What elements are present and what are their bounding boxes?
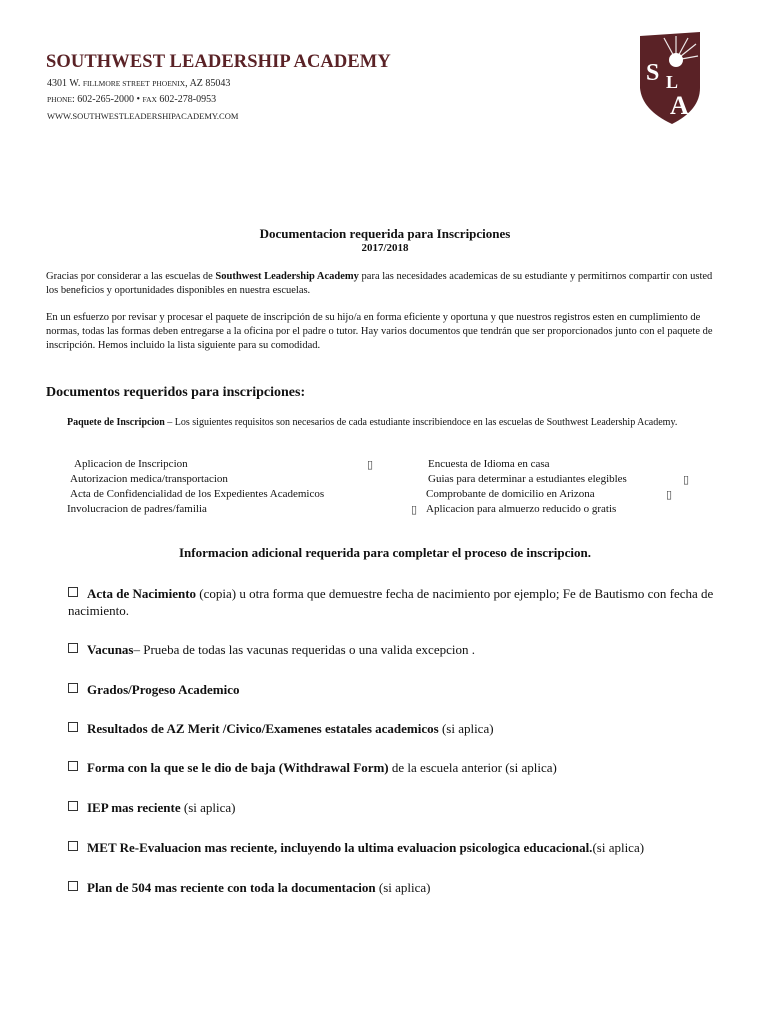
checkbox[interactable] <box>68 683 78 693</box>
address-street: FILLMORE STREET <box>82 79 150 88</box>
checklist-item-note: (si aplica) <box>180 800 236 815</box>
school-name: SOUTHWEST LEADERSHIP ACADEMY <box>46 52 391 72</box>
address-state-zip: , AZ 85043 <box>185 78 231 89</box>
address-number: 4301 W. <box>47 78 81 89</box>
document-title: Documentacion requerida para Inscripciones <box>259 226 511 241</box>
requirement-item: Encuesta de Idioma en casa <box>428 458 550 470</box>
address-line <box>47 78 230 89</box>
checklist-item-title: Plan de 504 mas reciente con toda la documentacion <box>87 880 376 895</box>
checklist-item-note: (si aplica) <box>375 880 431 895</box>
requirement-item: Aplicacion de Inscripcion <box>74 458 188 470</box>
checkbox[interactable] <box>68 643 78 653</box>
phone-number: : 602-265-2000 • <box>72 94 140 105</box>
checklist-item <box>68 839 728 856</box>
checklist-item <box>68 585 728 619</box>
checklist-item-title: Acta de Nacimiento <box>87 586 197 601</box>
checklist-item-note: – Prueba de todas las vacunas requeridas o una valida excepcion . <box>133 642 475 657</box>
intro-text: para las necesidades academicas de su estudiante y permitirnos compartir con usted los beneficios y oportunidades disponibles en nuestra escuelas. <box>46 271 713 296</box>
additional-info-heading: Informacion adicional requerida para completar el proceso de inscripcion. <box>178 545 591 560</box>
requirement-item: Aplicacion para almuerzo reducido o gratis <box>426 503 617 515</box>
checklist-item-title: IEP mas reciente <box>87 800 181 815</box>
checklist-item-title: Grados/Progeso Academico <box>87 682 240 697</box>
logo-letter-s: S <box>646 60 660 86</box>
paquete-description <box>67 416 727 430</box>
checklist-item-note: (si aplica) <box>592 840 645 855</box>
requirement-item: Comprobante de domicilio en Arizona <box>426 488 595 500</box>
checklist-item <box>68 641 728 658</box>
intro-paragraph-1 <box>46 270 726 298</box>
checkbox[interactable] <box>68 881 78 891</box>
checklist-item <box>68 720 728 737</box>
checklist-item-title: Forma con la que se le dio de baja (Withdrawal Form) <box>87 760 389 775</box>
checkbox[interactable] <box>68 587 78 597</box>
fax-label: FAX <box>142 95 157 104</box>
checklist-item <box>68 681 728 698</box>
logo-letter-a: A <box>670 91 689 120</box>
document-year: 2017/2018 <box>361 242 409 254</box>
requirement-item: Involucracion de padres/familia <box>67 503 207 515</box>
intro-paragraph-2: En un esfuerzo por revisar y procesar el paquete de inscripción de su hijo/a en forma eficiente y oportuna y que nuestros registros esten en cumplimiento de normas, todas las formas deben entregarse a la oficina por el padre o tutor. Hay varios documentos que tendrán que ser proporcionados junto con el paquete de inscripción. Hemos incluido la lista siguiente para su comodidad. <box>46 312 713 351</box>
phone-label: PHONE <box>47 95 73 104</box>
requirement-item: Autorizacion medica/transportacion <box>70 473 228 485</box>
fax-number: 602-278-0953 <box>159 94 217 105</box>
checklist-item <box>68 759 728 776</box>
checklist-item-title: MET Re-Evaluacion mas reciente, incluyendo la ultima evaluacion psicologica educacional. <box>87 840 593 855</box>
checkbox[interactable] <box>68 801 78 811</box>
school-logo <box>636 30 704 126</box>
checklist-item <box>68 799 728 816</box>
intro-school-name: Southwest Leadership Academy <box>215 271 359 282</box>
checklist-item <box>68 879 728 896</box>
logo-letter-l: L <box>666 72 679 92</box>
website-link[interactable]: WWW.SOUTHWESTLEADERSHIPACADEMY.COM <box>47 111 239 121</box>
checklist-item-note: (copia) u otra forma que demuestre fecha de nacimiento por ejemplo; Fe de Bautismo con fecha de nacimiento. <box>68 586 714 618</box>
checkbox[interactable] <box>68 841 78 851</box>
requirement-item: Acta de Confidencialidad de los Expedientes Academicos <box>70 488 325 500</box>
intro-text: Gracias por considerar a las escuelas de <box>46 271 216 282</box>
checklist-item-title: Resultados de AZ Merit /Civico/Examenes estatales academicos <box>87 721 439 736</box>
checklist-item-note: de la escuela anterior (si aplica) <box>388 760 557 775</box>
paquete-label: Paquete de Inscripcion <box>67 417 165 428</box>
checkbox[interactable] <box>68 722 78 732</box>
missing-glyph-icon: ▯ <box>666 489 673 501</box>
missing-glyph-icon: ▯ <box>367 459 374 471</box>
contact-line <box>47 94 216 105</box>
address-city: PHOENIX <box>152 79 186 88</box>
checklist-item-title: Vacunas <box>87 642 134 657</box>
paquete-text: – Los siguientes requisitos son necesarios de cada estudiante inscribiendoce en las escuelas de Southwest Leadership Academy. <box>164 417 678 428</box>
missing-glyph-icon: ▯ <box>683 474 690 486</box>
checkbox[interactable] <box>68 761 78 771</box>
checklist-item-note: (si aplica) <box>438 721 494 736</box>
missing-glyph-icon: ▯ <box>411 504 418 516</box>
requirement-item: Guias para determinar a estudiantes elegibles <box>428 473 627 485</box>
requirements-heading: Documentos requeridos para inscripciones: <box>46 385 306 400</box>
